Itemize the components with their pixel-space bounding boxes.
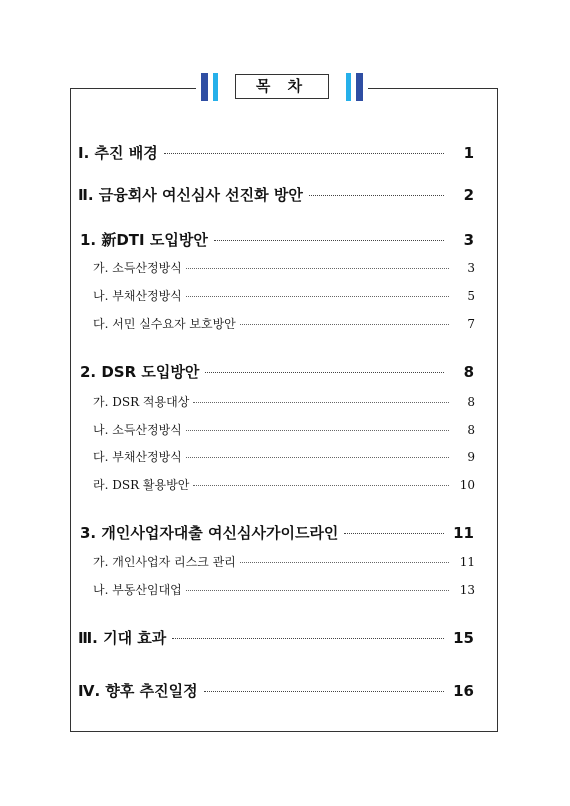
header-bar-left-dark xyxy=(201,73,208,101)
dot-leader xyxy=(186,296,449,297)
toc-entry[interactable] xyxy=(78,627,474,648)
toc-label: 다. 서민 실수요자 보호방안 xyxy=(93,317,236,331)
dot-leader xyxy=(214,240,444,241)
toc-page: 2 xyxy=(463,186,474,204)
header-bar-right-dark xyxy=(356,73,363,101)
dot-leader xyxy=(240,562,449,563)
dot-leader xyxy=(204,691,444,692)
toc-label: Ⅲ. 기대 효과 xyxy=(78,629,167,647)
dot-leader xyxy=(309,195,444,196)
dot-leader xyxy=(186,430,449,431)
dot-leader xyxy=(172,638,444,639)
toc-label: 라. DSR 활용방안 xyxy=(93,478,190,492)
toc-page: 16 xyxy=(453,682,474,700)
header-bar-right-light xyxy=(346,73,351,101)
dot-leader xyxy=(186,268,449,269)
dot-leader xyxy=(186,590,449,591)
toc-label: 가. 개인사업자 리스크 관리 xyxy=(93,555,236,569)
toc-label: Ⅱ. 금융회사 여신심사 선진화 방안 xyxy=(78,186,303,204)
toc-label: 나. 소득산정방식 xyxy=(93,423,182,437)
toc-entry[interactable] xyxy=(78,184,474,205)
toc-page: 15 xyxy=(453,629,474,647)
toc-label: Ⅳ. 향후 추진일정 xyxy=(78,682,198,700)
toc-entry[interactable] xyxy=(93,581,475,598)
toc-entry[interactable] xyxy=(93,421,475,438)
dot-leader xyxy=(193,402,449,403)
toc-entry[interactable] xyxy=(78,142,474,163)
toc-entry[interactable] xyxy=(93,287,475,304)
toc-page: 3 xyxy=(463,231,474,249)
toc-entry[interactable] xyxy=(93,393,475,410)
toc-entry[interactable] xyxy=(93,476,475,493)
toc-label: 가. 소득산정방식 xyxy=(93,261,182,275)
dot-leader xyxy=(193,485,449,486)
toc-header xyxy=(196,73,368,103)
toc-page: 5 xyxy=(467,289,475,303)
toc-page: 7 xyxy=(467,317,475,331)
toc-page: 11 xyxy=(459,555,475,569)
toc-page: 3 xyxy=(467,261,475,275)
toc-label: 3. 개인사업자대출 여신심사가이드라인 xyxy=(80,524,339,542)
header-bar-left-light xyxy=(213,73,218,101)
dot-leader xyxy=(240,324,449,325)
dot-leader xyxy=(205,372,444,373)
toc-entry[interactable] xyxy=(93,315,475,332)
toc-entry[interactable] xyxy=(93,553,475,570)
toc-entry[interactable] xyxy=(78,680,474,701)
toc-label: 1. 新DTI 도입방안 xyxy=(80,231,208,249)
toc-label: 다. 부채산정방식 xyxy=(93,450,182,464)
toc-entry[interactable] xyxy=(80,229,474,250)
toc-page: 11 xyxy=(453,524,474,542)
toc-label: 나. 부동산임대업 xyxy=(93,583,182,597)
dot-leader xyxy=(186,457,449,458)
dot-leader xyxy=(344,533,444,534)
page-title: 목 차 xyxy=(235,74,329,99)
toc-label: Ⅰ. 추진 배경 xyxy=(78,144,158,162)
toc-page: 9 xyxy=(467,450,475,464)
toc-label: 나. 부채산정방식 xyxy=(93,289,182,303)
toc-page: 13 xyxy=(459,583,475,597)
toc-page: 1 xyxy=(463,144,474,162)
toc-entry[interactable] xyxy=(93,448,475,465)
toc-entry[interactable] xyxy=(80,522,474,543)
toc-page: 8 xyxy=(463,363,474,381)
toc-page: 8 xyxy=(467,395,475,409)
toc-page: 8 xyxy=(467,423,475,437)
dot-leader xyxy=(164,153,444,154)
toc-entry[interactable] xyxy=(80,361,474,382)
toc-entry[interactable] xyxy=(93,259,475,276)
toc-page: 10 xyxy=(459,478,475,492)
toc-label: 2. DSR 도입방안 xyxy=(80,363,200,381)
toc-label: 가. DSR 적용대상 xyxy=(93,395,190,409)
